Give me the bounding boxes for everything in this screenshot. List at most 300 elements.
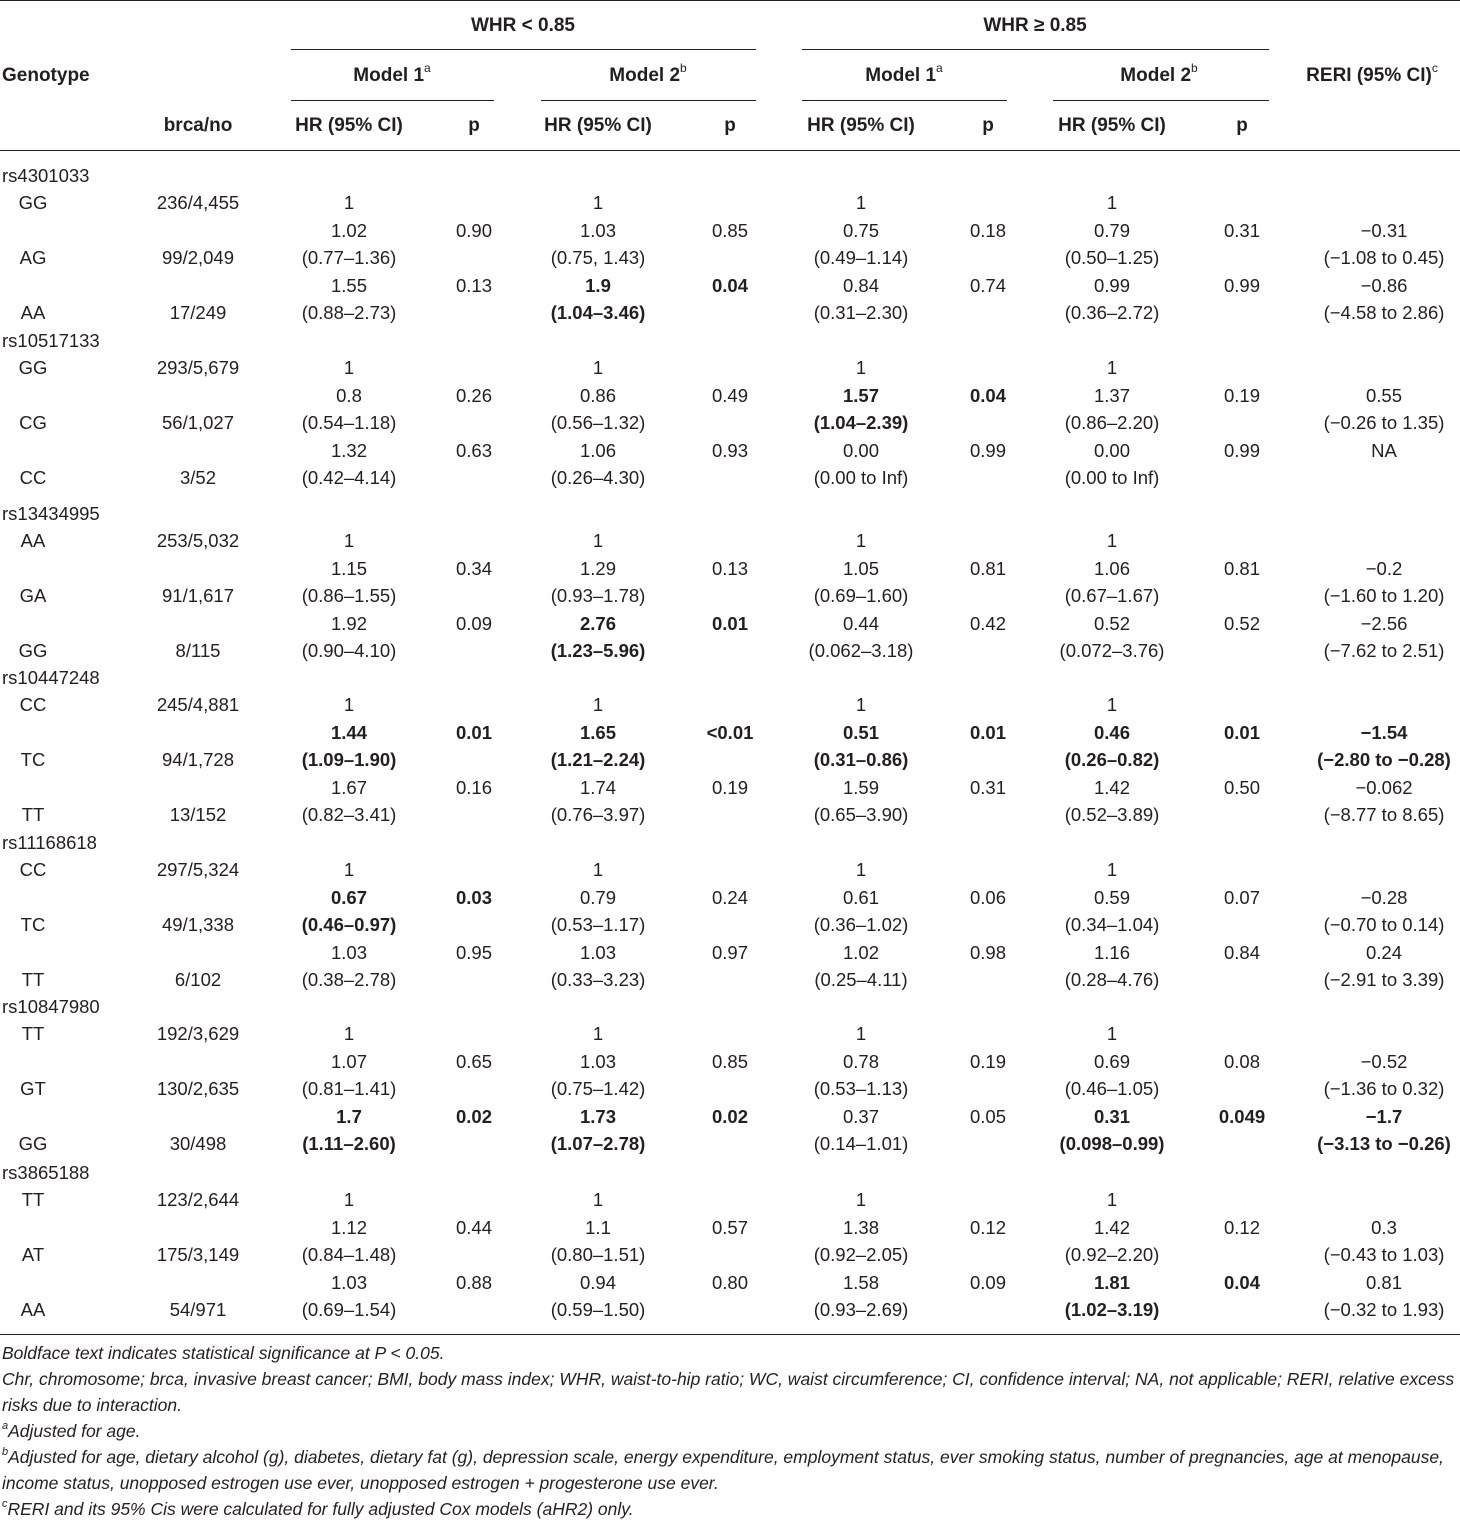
hr-ci-cell: (0.80–1.51) (550, 1244, 646, 1266)
hr-ci-cell: (0.31–2.30) (813, 302, 909, 323)
hr-estimate-cell: 0.46 (1093, 721, 1131, 743)
p-value-cell: 0.19 (969, 1050, 1007, 1072)
genotype-cell: TT (21, 969, 45, 990)
p-header-m2-high: p (1236, 115, 1248, 136)
p-value-cell: 0.93 (711, 439, 749, 461)
hr-estimate-cell: 1 (343, 357, 355, 379)
footnote-b: $^b$Adjusted for age, dietary alcohol (g), diabetes, dietary fat (g), depression scale, energy expenditure, employment status, ever smoking status, number of pregnancies, age at menopause, income status, unopposed estrogen use ever, unopposed estrogen + progesterone use ever. (2, 1446, 1444, 1493)
hr-estimate-cell: 1 (1106, 357, 1118, 379)
table-footnotes (2, 1340, 1458, 1522)
hr-estimate-cell: 1 (1106, 530, 1118, 552)
reri-estimate-cell: −0.062 (1355, 776, 1413, 798)
genotype-cell: TT (21, 1189, 45, 1211)
genotype-cell: GT (20, 1078, 46, 1100)
hr-ci-cell: (0.46–0.97) (301, 914, 397, 936)
hr-ci-cell: (0.26–4.30) (550, 467, 646, 488)
reri-ci-cell: (−0.43 to 1.03) (1323, 1244, 1445, 1266)
hr-header-m2-low: HR (95% CI) (544, 115, 652, 136)
p-value-cell: 0.09 (969, 1271, 1007, 1293)
hr-estimate-cell: 0.44 (842, 612, 880, 634)
hr-estimate-cell: 1.06 (1093, 557, 1131, 579)
hr-ci-cell: (0.25–4.11) (814, 969, 908, 990)
reri-ci-cell: (−8.77 to 8.65) (1323, 804, 1445, 825)
p-value-cell: 0.09 (455, 612, 493, 634)
reri-header: RERI (95% CI)$^c$ (1306, 60, 1438, 86)
header-bottom-rule (0, 150, 1460, 151)
p-value-cell: 0.04 (711, 274, 749, 296)
hr-estimate-cell: 0.00 (842, 439, 880, 461)
p-value-cell: 0.85 (711, 219, 749, 241)
hr-estimate-cell: 1.03 (330, 1271, 368, 1293)
brca-count-cell: 30/498 (169, 1133, 227, 1154)
hr-estimate-cell: 1.03 (330, 941, 368, 963)
genotype-cell: GG (18, 192, 48, 214)
hr-ci-cell: (0.38–2.78) (301, 969, 397, 990)
p-value-cell: 0.02 (711, 1105, 749, 1127)
hr-estimate-cell: 1 (343, 694, 355, 716)
p-value-cell: 0.65 (455, 1050, 493, 1072)
brca-count-cell: 13/152 (169, 804, 227, 825)
p-value-cell: 0.049 (1218, 1105, 1266, 1127)
hr-ci-cell: (0.65–3.90) (813, 804, 909, 825)
p-value-cell: 0.13 (711, 557, 749, 579)
reri-estimate-cell: 0.55 (1365, 384, 1403, 406)
hr-estimate-cell: 1.73 (579, 1105, 617, 1127)
reri-estimate-cell: −1.54 (1360, 721, 1408, 743)
genotype-cell: TC (20, 749, 46, 771)
genotype-cell: CG (19, 412, 47, 434)
hr-estimate-cell: 1.37 (1093, 384, 1131, 406)
hr-ci-cell: (0.86–1.55) (301, 585, 397, 607)
hr-ci-cell: (0.90–4.10) (301, 640, 397, 661)
model1-high-rule (802, 100, 1007, 101)
p-value-cell: 0.49 (711, 384, 749, 406)
hr-ci-cell: (0.52–3.89) (1064, 804, 1160, 825)
hr-ci-cell: (0.67–1.67) (1064, 585, 1160, 607)
hr-ci-cell: (0.53–1.13) (813, 1078, 909, 1100)
p-value-cell: 0.26 (455, 384, 493, 406)
snp-label: rs10447248 (2, 667, 100, 688)
genotype-cell: AA (20, 1299, 46, 1320)
footnote-bold: Boldface text indicates statistical significance at P < 0.05. (2, 1343, 445, 1363)
hr-estimate-cell: 1 (1106, 1023, 1118, 1045)
hr-estimate-cell: 1 (855, 859, 867, 881)
hr-estimate-cell: 1.42 (1093, 776, 1131, 798)
p-value-cell: 0.31 (1223, 219, 1261, 241)
hr-header-m1-low: HR (95% CI) (295, 115, 403, 136)
hr-ci-cell: (0.77–1.36) (301, 247, 397, 269)
reri-estimate-cell: 0.81 (1365, 1271, 1403, 1293)
hr-estimate-cell: 0.52 (1093, 612, 1131, 634)
p-value-cell: 0.88 (455, 1271, 493, 1293)
p-value-cell: 0.06 (969, 886, 1007, 908)
hr-estimate-cell: 0.94 (579, 1271, 617, 1293)
hr-estimate-cell: 1.02 (330, 219, 368, 241)
brca-count-cell: 236/4,455 (156, 192, 240, 214)
hr-estimate-cell: 1 (592, 1189, 604, 1211)
p-value-cell: 0.63 (455, 439, 493, 461)
hr-header-m1-high: HR (95% CI) (807, 115, 915, 136)
hr-estimate-cell: 1 (592, 530, 604, 552)
hr-ci-cell: (0.56–1.32) (550, 412, 646, 434)
p-value-cell: 0.18 (969, 219, 1007, 241)
p-value-cell: 0.16 (455, 776, 493, 798)
p-value-cell: 0.52 (1223, 612, 1261, 634)
hr-ci-cell: (0.81–1.41) (301, 1078, 397, 1100)
hr-ci-cell: (0.072–3.76) (1059, 640, 1165, 661)
genotype-cell: AA (20, 302, 46, 323)
hr-estimate-cell: 1.42 (1093, 1216, 1131, 1238)
hr-estimate-cell: 1.74 (579, 776, 617, 798)
reri-ci-cell: (−2.80 to −0.28) (1317, 749, 1451, 771)
genotype-cell: TC (20, 914, 46, 936)
p-value-cell: 0.01 (455, 721, 493, 743)
hr-estimate-cell: 1 (855, 357, 867, 379)
p-value-cell: 0.99 (1223, 439, 1261, 461)
hr-estimate-cell: 1 (1106, 859, 1118, 881)
hr-estimate-cell: 0.75 (842, 219, 880, 241)
p-header-m1-high: p (982, 115, 994, 136)
model1-header-low: Model 1$^a$ (353, 60, 431, 86)
genotype-cell: GG (18, 357, 48, 379)
hr-ci-cell: (0.86–2.20) (1064, 412, 1160, 434)
hr-estimate-cell: 1 (855, 694, 867, 716)
hr-ci-cell: (1.11–2.60) (302, 1133, 396, 1154)
hr-ci-cell: (0.00 to Inf) (1064, 467, 1160, 488)
p-value-cell: 0.19 (1223, 384, 1261, 406)
p-value-cell: 0.01 (1223, 721, 1261, 743)
genotype-cell: TT (21, 1023, 45, 1045)
brca-count-cell: 175/3,149 (156, 1244, 240, 1266)
brca-count-cell: 245/4,881 (156, 694, 240, 716)
p-value-cell: 0.84 (1223, 941, 1261, 963)
reri-ci-cell: (−2.91 to 3.39) (1323, 969, 1445, 990)
hr-estimate-cell: 0.84 (842, 274, 880, 296)
hr-estimate-cell: 1 (343, 859, 355, 881)
p-value-cell: 0.90 (455, 219, 493, 241)
model2-header-low: Model 2$^b$ (609, 60, 687, 86)
model2-low-rule (541, 100, 756, 101)
hr-ci-cell: (0.098–0.99) (1059, 1133, 1165, 1154)
brca-count-cell: 99/2,049 (161, 247, 235, 269)
p-value-cell: 0.04 (1223, 1271, 1261, 1293)
hr-ci-cell: (0.49–1.14) (813, 247, 909, 269)
hr-estimate-cell: 0.59 (1093, 886, 1131, 908)
model1-low-rule (291, 100, 494, 101)
hr-estimate-cell: 1.12 (330, 1216, 368, 1238)
genotype-cell: AT (21, 1244, 45, 1266)
brca-count-cell: 130/2,635 (156, 1078, 240, 1100)
hr-ci-cell: (0.50–1.25) (1064, 247, 1160, 269)
hr-ci-cell: (0.92–2.05) (813, 1244, 909, 1266)
reri-estimate-cell: 0.3 (1371, 1216, 1397, 1238)
brca-count-cell: 17/249 (169, 302, 227, 323)
snp-label: rs10517133 (2, 330, 100, 351)
hr-ci-cell: (0.69–1.54) (301, 1299, 397, 1320)
p-value-cell: 0.01 (969, 721, 1007, 743)
hr-estimate-cell: 0.79 (1093, 219, 1131, 241)
hr-estimate-cell: 0.8 (336, 384, 362, 406)
hr-ci-cell: (0.54–1.18) (301, 412, 397, 434)
hr-ci-cell: (0.92–2.20) (1064, 1244, 1160, 1266)
hr-estimate-cell: 1.05 (842, 557, 880, 579)
hr-ci-cell: (0.75–1.42) (550, 1078, 646, 1100)
p-value-cell: 0.03 (455, 886, 493, 908)
hr-estimate-cell: 1.38 (842, 1216, 880, 1238)
p-value-cell: 0.97 (711, 941, 749, 963)
genotype-cell: GG (18, 640, 48, 661)
brca-count-cell: 3/52 (179, 467, 217, 488)
hr-ci-cell: (0.82–3.41) (301, 804, 397, 825)
hr-ci-cell: (0.93–1.78) (550, 585, 646, 607)
p-value-cell: <0.01 (706, 721, 754, 743)
p-value-cell: 0.99 (1223, 274, 1261, 296)
hr-ci-cell: (0.59–1.50) (550, 1299, 646, 1320)
hr-estimate-cell: 1.59 (842, 776, 880, 798)
hr-estimate-cell: 0.51 (842, 721, 880, 743)
hr-ci-cell: (0.00 to Inf) (813, 467, 909, 488)
hr-estimate-cell: 1 (855, 1023, 867, 1045)
whr-low-header: WHR < 0.85 (470, 15, 576, 36)
hr-estimate-cell: 0.61 (842, 886, 880, 908)
whr-high-rule (802, 49, 1269, 50)
brca-count-cell: 8/115 (175, 640, 221, 661)
p-value-cell: 0.50 (1223, 776, 1261, 798)
hr-estimate-cell: 0.67 (330, 886, 368, 908)
reri-estimate-cell: −0.86 (1360, 274, 1408, 296)
p-value-cell: 0.99 (969, 439, 1007, 461)
hr-estimate-cell: 1 (592, 357, 604, 379)
genotype-header: Genotype (2, 65, 90, 86)
p-value-cell: 0.05 (969, 1105, 1007, 1127)
brca-count-cell: 54/971 (169, 1299, 227, 1320)
hr-estimate-cell: 1.81 (1093, 1271, 1131, 1293)
p-value-cell: 0.24 (711, 886, 749, 908)
brca-count-cell: 94/1,728 (161, 749, 235, 771)
hr-ci-cell: (0.84–1.48) (301, 1244, 397, 1266)
reri-estimate-cell: NA (1371, 439, 1397, 461)
hr-ci-cell: (1.04–2.39) (813, 412, 909, 434)
reri-ci-cell: (−3.13 to −0.26) (1317, 1133, 1451, 1154)
p-value-cell: 0.12 (1223, 1216, 1261, 1238)
p-value-cell: 0.01 (711, 612, 749, 634)
p-header-m2-low: p (724, 115, 736, 136)
hr-estimate-cell: 0.99 (1093, 274, 1131, 296)
brca-count-cell: 253/5,032 (156, 530, 240, 552)
hr-ci-cell: (0.062–3.18) (808, 640, 914, 661)
p-value-cell: 0.19 (711, 776, 749, 798)
table-bottom-rule (0, 1334, 1460, 1335)
hr-ci-cell: (1.23–5.96) (550, 640, 646, 661)
hr-estimate-cell: 1 (343, 1189, 355, 1211)
snp-label: rs11168618 (2, 832, 97, 853)
whr-high-header: WHR ≥ 0.85 (983, 15, 1087, 36)
hr-ci-cell: (0.76–3.97) (550, 804, 646, 825)
hr-estimate-cell: 1.29 (579, 557, 617, 579)
genotype-cell: TT (21, 804, 45, 825)
hr-estimate-cell: 1 (592, 1023, 604, 1045)
hr-ci-cell: (0.69–1.60) (813, 585, 909, 607)
reri-estimate-cell: −1.7 (1365, 1105, 1403, 1127)
genotype-cell: GG (18, 1133, 48, 1154)
p-value-cell: 0.42 (969, 612, 1007, 634)
hr-ci-cell: (0.36–1.02) (813, 914, 909, 936)
snp-label: rs4301033 (2, 165, 90, 186)
reri-ci-cell: (−1.08 to 0.45) (1323, 247, 1445, 269)
hr-estimate-cell: 1 (1106, 192, 1118, 214)
p-value-cell: 0.02 (455, 1105, 493, 1127)
hr-estimate-cell: 1.03 (579, 1050, 617, 1072)
genotype-cell: AG (19, 247, 47, 269)
hr-estimate-cell: 0.37 (842, 1105, 880, 1127)
hr-ci-cell: (0.33–3.23) (550, 969, 646, 990)
hr-ci-cell: (0.28–4.76) (1064, 969, 1160, 990)
whr-low-rule (291, 49, 756, 50)
hr-estimate-cell: 1 (343, 1023, 355, 1045)
p-value-cell: 0.04 (969, 384, 1007, 406)
p-value-cell: 0.81 (1223, 557, 1261, 579)
hr-estimate-cell: 1 (343, 530, 355, 552)
p-value-cell: 0.57 (711, 1216, 749, 1238)
reri-estimate-cell: 0.24 (1365, 941, 1403, 963)
hr-estimate-cell: 1 (855, 530, 867, 552)
hr-estimate-cell: 1.65 (579, 721, 617, 743)
p-value-cell: 0.34 (455, 557, 493, 579)
reri-ci-cell: (−1.60 to 1.20) (1323, 585, 1445, 607)
hr-estimate-cell: 1 (592, 192, 604, 214)
hr-estimate-cell: 1 (592, 694, 604, 716)
hr-estimate-cell: 1.07 (330, 1050, 368, 1072)
p-value-cell: 0.95 (455, 941, 493, 963)
snp-label: rs10847980 (2, 996, 100, 1017)
hr-ci-cell: (1.21–2.24) (550, 749, 646, 771)
brca-count-cell: 56/1,027 (161, 412, 235, 434)
hr-ci-cell: (0.31–0.86) (813, 749, 909, 771)
hr-estimate-cell: 1.44 (330, 721, 368, 743)
hr-estimate-cell: 1.9 (585, 274, 611, 296)
hr-estimate-cell: 1.02 (842, 941, 880, 963)
brca-count-cell: 123/2,644 (156, 1189, 240, 1211)
brca-count-cell: 192/3,629 (156, 1023, 240, 1045)
p-value-cell: 0.85 (711, 1050, 749, 1072)
hr-ci-cell: (0.53–1.17) (550, 914, 646, 936)
p-value-cell: 0.31 (969, 776, 1007, 798)
brca-count-cell: 6/102 (174, 969, 222, 990)
hr-estimate-cell: 0.31 (1093, 1105, 1131, 1127)
hr-estimate-cell: 1.32 (330, 439, 368, 461)
hr-ci-cell: (1.04–3.46) (550, 302, 646, 323)
hr-estimate-cell: 1.58 (842, 1271, 880, 1293)
brca-no-header: brca/no (163, 115, 233, 136)
hr-estimate-cell: 1.16 (1093, 941, 1131, 963)
p-value-cell: 0.80 (711, 1271, 749, 1293)
table-top-rule (0, 0, 1460, 1)
reri-estimate-cell: −2.56 (1360, 612, 1408, 634)
p-value-cell: 0.12 (969, 1216, 1007, 1238)
hr-estimate-cell: 2.76 (579, 612, 617, 634)
hr-ci-cell: (0.75, 1.43) (550, 247, 646, 269)
hr-estimate-cell: 1.55 (330, 274, 368, 296)
reri-ci-cell: (−7.62 to 2.51) (1323, 640, 1445, 661)
reri-estimate-cell: −0.28 (1360, 886, 1408, 908)
hr-estimate-cell: 0.78 (842, 1050, 880, 1072)
p-header-m1-low: p (468, 115, 480, 136)
genotype-cell: CC (19, 859, 47, 881)
model2-header-high: Model 2$^b$ (1120, 60, 1198, 86)
reri-estimate-cell: −0.2 (1365, 557, 1403, 579)
brca-count-cell: 293/5,679 (156, 357, 240, 379)
hr-ci-cell: (1.09–1.90) (301, 749, 397, 771)
reri-ci-cell: (−0.26 to 1.35) (1323, 412, 1445, 434)
footnote-a: $^a$Adjusted for age. (2, 1420, 141, 1441)
p-value-cell: 0.74 (969, 274, 1007, 296)
reri-ci-cell: (−4.58 to 2.86) (1323, 302, 1445, 323)
model2-high-rule (1053, 100, 1269, 101)
hr-estimate-cell: 1 (592, 859, 604, 881)
p-value-cell: 0.08 (1223, 1050, 1261, 1072)
snp-label: rs3865188 (2, 1162, 90, 1183)
hr-estimate-cell: 0.00 (1093, 439, 1131, 461)
genotype-cell: AA (20, 530, 46, 552)
hr-estimate-cell: 1.7 (336, 1105, 362, 1127)
p-value-cell: 0.13 (455, 274, 493, 296)
genotype-cell: GA (19, 585, 47, 607)
hr-estimate-cell: 1 (1106, 1189, 1118, 1211)
hr-ci-cell: (0.93–2.69) (813, 1299, 909, 1320)
hr-estimate-cell: 1.57 (842, 384, 880, 406)
genotype-cell: CC (19, 694, 47, 716)
hr-estimate-cell: 1 (855, 1189, 867, 1211)
hr-estimate-cell: 0.69 (1093, 1050, 1131, 1072)
hr-ci-cell: (0.26–0.82) (1064, 749, 1160, 771)
brca-count-cell: 49/1,338 (161, 914, 235, 936)
hr-estimate-cell: 1 (1106, 694, 1118, 716)
hr-estimate-cell: 1 (343, 192, 355, 214)
hr-ci-cell: (0.88–2.73) (301, 302, 397, 323)
hr-estimate-cell: 1.03 (579, 219, 617, 241)
hr-ci-cell: (1.07–2.78) (550, 1133, 646, 1154)
hr-ci-cell: (1.02–3.19) (1064, 1299, 1160, 1320)
hr-estimate-cell: 0.86 (579, 384, 617, 406)
hr-estimate-cell: 1.67 (330, 776, 368, 798)
hr-estimate-cell: 1.15 (330, 557, 368, 579)
hr-ci-cell: (0.46–1.05) (1064, 1078, 1160, 1100)
reri-ci-cell: (−1.36 to 0.32) (1323, 1078, 1445, 1100)
hr-estimate-cell: 1.92 (330, 612, 368, 634)
p-value-cell: 0.07 (1223, 886, 1261, 908)
p-value-cell: 0.44 (455, 1216, 493, 1238)
p-value-cell: 0.81 (969, 557, 1007, 579)
p-value-cell: 0.98 (969, 941, 1007, 963)
hr-estimate-cell: 0.79 (579, 886, 617, 908)
hr-header-m2-high: HR (95% CI) (1058, 115, 1166, 136)
hr-estimate-cell: 1 (855, 192, 867, 214)
reri-estimate-cell: −0.31 (1360, 219, 1408, 241)
reri-ci-cell: (−0.70 to 0.14) (1323, 914, 1445, 936)
model1-header-high: Model 1$^a$ (865, 60, 943, 86)
hr-ci-cell: (0.14–1.01) (813, 1133, 909, 1154)
snp-label: rs13434995 (2, 503, 100, 524)
hr-estimate-cell: 1.1 (585, 1216, 611, 1238)
hr-estimate-cell: 1.06 (579, 439, 617, 461)
reri-ci-cell: (−0.32 to 1.93) (1323, 1299, 1445, 1320)
genotype-cell: CC (19, 467, 47, 488)
footnote-c: $^c$RERI and its 95% Cis were calculated for fully adjusted Cox models (aHR2) only. (2, 1498, 634, 1519)
hr-estimate-cell: 1.03 (579, 941, 617, 963)
reri-estimate-cell: −0.52 (1360, 1050, 1408, 1072)
brca-count-cell: 297/5,324 (156, 859, 240, 881)
hr-ci-cell: (0.42–4.14) (301, 467, 397, 488)
